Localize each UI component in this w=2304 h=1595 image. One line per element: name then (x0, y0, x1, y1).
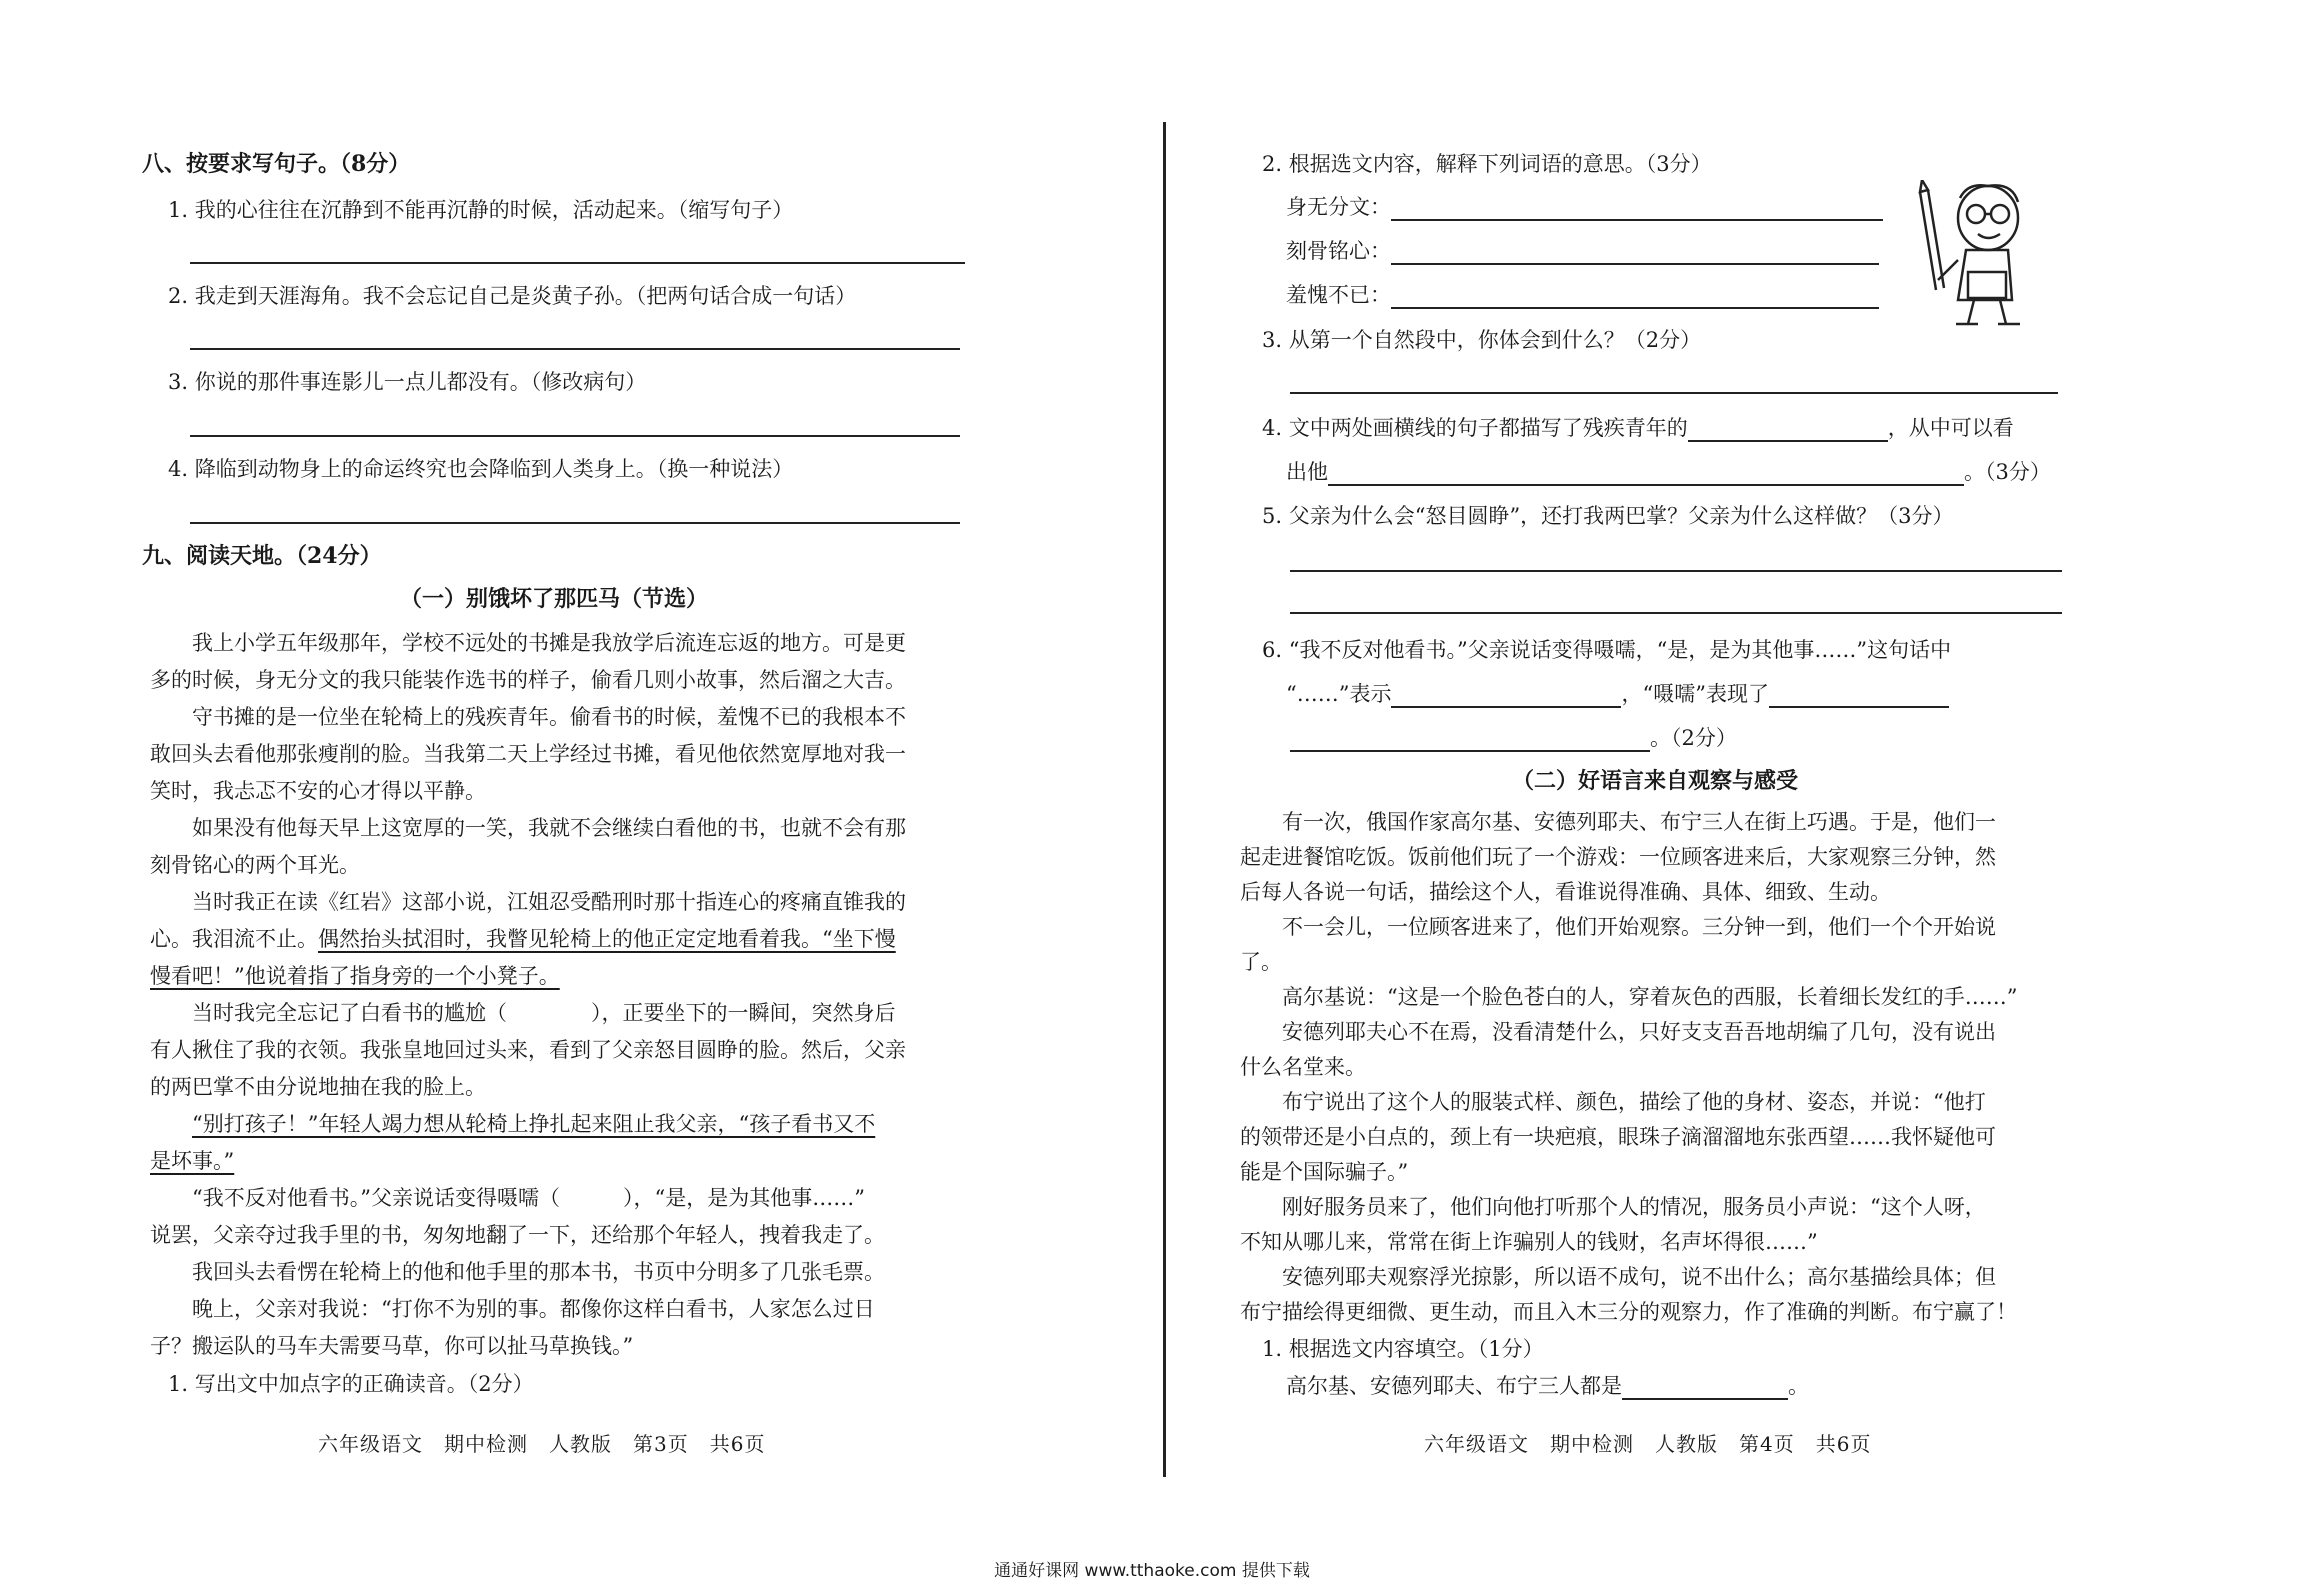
passage-2-line: 有一次，俄国作家高尔基、安德列耶夫、布宁三人在街上巧遇。于是，他们一 (1282, 810, 1996, 834)
passage-1-line: 我回头去看愣在轮椅上的他和他手里的那本书，书页中分明多了几张毛票。 (192, 1260, 885, 1284)
answer-line[interactable] (190, 348, 960, 350)
answer-field[interactable] (1622, 1376, 1788, 1400)
answer-line[interactable] (1290, 612, 2062, 614)
question-6: 6. “我不反对他看书。”父亲说话变得嗫嚅，“是，是为其他事……”这句话中 (1262, 638, 1952, 662)
answer-field[interactable] (1391, 684, 1621, 708)
question-8-1: 1. 我的心往往在沉静到不能再沉静的时候，活动起来。（缩写句子） (168, 198, 794, 222)
answer-line[interactable] (1290, 570, 2062, 572)
passage-2-line: 起走进餐馆吃饭。饭前他们玩了一个游戏：一位顾客进来后，大家观察三分钟，然 (1240, 845, 1996, 869)
boy-with-pencil-icon (1908, 180, 2048, 330)
passage-1-line: 如果没有他每天早上这宽厚的一笑，我就不会继续白看他的书，也就不会有那 (192, 816, 906, 840)
passage-2-line: 能是个国际骗子。” (1240, 1160, 1409, 1184)
question-3: 3. 从第一个自然段中，你体会到什么？（2分） (1262, 328, 1702, 352)
question-5: 5. 父亲为什么会“怒目圆睁”，还打我两巴掌？父亲为什么这样做？（3分） (1262, 504, 1954, 528)
site-footer: 通通好课网 www.tthaoke.com 提供下载 (994, 1561, 1310, 1581)
answer-line[interactable] (190, 435, 960, 437)
question-8-4: 4. 降临到动物身上的命运终究也会降临到人类身上。（换一种说法） (168, 457, 794, 481)
question-2: 2. 根据选文内容，解释下列词语的意思。（3分） (1262, 152, 1712, 176)
passage-1-line: 敢回头去看他那张瘦削的脸。当我第二天上学经过书摊，看见他依然宽厚地对我一 (150, 742, 906, 766)
passage-2-line: 布宁描绘得更细微、更生动，而且入木三分的观察力，作了准确的判断。布宁赢了！ (1240, 1300, 2017, 1324)
answer-field[interactable] (1391, 197, 1883, 221)
passage-2-line: 不一会儿，一位顾客进来了，他们开始观察。三分钟一到，他们一个个开始说 (1282, 915, 1996, 939)
answer-field[interactable] (1769, 684, 1949, 708)
word-definition: 羞愧不已： (1286, 281, 1879, 309)
question-8-3: 3. 你说的那件事连影儿一点儿都没有。（修改病句） (168, 370, 647, 394)
passage-1-line: 当时我完全忘记了白看书的尴尬（ ），正要坐下的一瞬间，突然身后 (192, 1001, 896, 1025)
passage-1-line: 的两巴掌不由分说地抽在我的脸上。 (150, 1075, 486, 1099)
section-8-title: 八、按要求写句子。（8分） (142, 151, 411, 177)
answer-field[interactable] (1391, 285, 1879, 309)
underlined-sentence: 偶然抬头拭泪时，我瞥见轮椅上的他正定定地看着我。“坐下慢 (318, 927, 896, 951)
answer-line[interactable] (1290, 392, 2058, 394)
passage-2-line: 安德列耶夫心不在焉，没看清楚什么，只好支支吾吾地胡编了几句，没有说出 (1282, 1020, 1996, 1044)
question-9-1: 1. 写出文中加点字的正确读音。（2分） (168, 1372, 534, 1396)
passage-2-line: 布宁说出了这个人的服装式样、颜色，描绘了他的身材、姿态，并说：“他打 (1282, 1090, 1986, 1114)
answer-field[interactable] (1290, 728, 1650, 752)
question-4-cont: 出他 。（3分） (1286, 460, 2051, 484)
passage-1-line: 晚上，父亲对我说：“打你不为别的事。都像你这样白看书，人家怎么过日 (192, 1297, 875, 1321)
passage-1-line: 有人揪住了我的衣领。我张皇地回过头来，看到了父亲怒目圆睁的脸。然后，父亲 (150, 1038, 906, 1062)
passage-1-line: 守书摊的是一位坐在轮椅上的残疾青年。偷看书的时候，羞愧不已的我根本不 (192, 705, 906, 729)
underlined-sentence: “别打孩子！”年轻人竭力想从轮椅上挣扎起来阻止我父亲，“孩子看书又不 (192, 1112, 876, 1136)
passage-1-line: 心。我泪流不止。偶然抬头拭泪时，我瞥见轮椅上的他正定定地看着我。“坐下慢 (150, 927, 896, 951)
answer-line[interactable] (190, 522, 960, 524)
passage-2-line: 安德列耶夫观察浮光掠影，所以语不成句，说不出什么；高尔基描绘具体；但 (1282, 1265, 1996, 1289)
question-8-2: 2. 我走到天涯海角。我不会忘记自己是炎黄子孙。（把两句话合成一句话） (168, 284, 857, 308)
passage-1-line: 子？搬运队的马车夫需要马草，你可以扯马草换钱。” (150, 1334, 634, 1358)
page-divider (1163, 122, 1166, 1477)
passage-1-line: 说罢，父亲夺过我手里的书，匆匆地翻了一下，还给那个年轻人，拽着我走了。 (150, 1223, 885, 1247)
passage-2-title: （二）好语言来自观察与感受 (1512, 768, 1799, 794)
answer-field[interactable] (1328, 462, 1964, 486)
page-footer-left: 六年级语文 期中检测 人教版 第3页 共6页 (318, 1432, 766, 1456)
section-9-title: 九、阅读天地。（24分） (142, 543, 382, 569)
passage-2-line: 刚好服务员来了，他们向他打听那个人的情况，服务员小声说：“这个人呀， (1282, 1195, 1986, 1219)
question-2-1: 1. 根据选文内容填空。（1分） (1262, 1337, 1544, 1361)
passage-2-line: 高尔基说：“这是一个脸色苍白的人，穿着灰色的西服，长着细长发红的手……” (1282, 985, 2018, 1009)
passage-2-line: 的领带还是小白点的，颈上有一块疤痕，眼珠子滴溜溜地东张西望……我怀疑他可 (1240, 1125, 1996, 1149)
passage-1-line: “我不反对他看书。”父亲说话变得嗫嚅（ ），“是，是为其他事……” (192, 1186, 865, 1210)
passage-2-line: 什么名堂来。 (1240, 1055, 1366, 1079)
passage-1-title: （一）别饿坏了那匹马（节选） (400, 586, 709, 612)
question-6-end: 。（2分） (1290, 724, 1737, 752)
passage-1-line: 我上小学五年级那年，学校不远处的书摊是我放学后流连忘返的地方。可是更 (192, 631, 906, 655)
underlined-sentence: 是坏事。” (150, 1149, 235, 1173)
passage-1-line: 笑时，我忐忑不安的心才得以平静。 (150, 779, 486, 803)
question-6-cont: “……”表示 ，“嗫嚅”表现了 (1286, 680, 1949, 708)
word-definition: 刻骨铭心： (1286, 237, 1879, 265)
page-footer-right: 六年级语文 期中检测 人教版 第4页 共6页 (1424, 1432, 1872, 1456)
passage-2-line: 不知从哪儿来，常常在街上诈骗别人的钱财，名声坏得很……” (1240, 1230, 1818, 1254)
passage-1-line: 多的时候，身无分文的我只能装作选书的样子，偷看几则小故事，然后溜之大吉。 (150, 668, 906, 692)
passage-2-line: 后每人各说一句话，描绘这个人，看谁说得准确、具体、细致、生动。 (1240, 880, 1891, 904)
answer-line[interactable] (190, 262, 965, 264)
passage-2-line: 了。 (1240, 950, 1282, 974)
question-2-1-fill: 高尔基、安德列耶夫、布宁三人都是 。 (1286, 1374, 1809, 1398)
passage-1-line: 当时我正在读《红岩》这部小说，江姐忍受酷刑时那十指连心的疼痛直锥我的 (192, 890, 906, 914)
answer-field[interactable] (1688, 418, 1888, 442)
question-4: 4. 文中两处画横线的句子都描写了残疾青年的 ，从中可以看 (1262, 416, 2014, 440)
underlined-sentence: 慢看吧！”他说着指了指身旁的一个小凳子。 (150, 964, 560, 988)
word-definition: 身无分文： (1286, 193, 1883, 221)
passage-1-line: 刻骨铭心的两个耳光。 (150, 853, 360, 877)
answer-field[interactable] (1391, 241, 1879, 265)
